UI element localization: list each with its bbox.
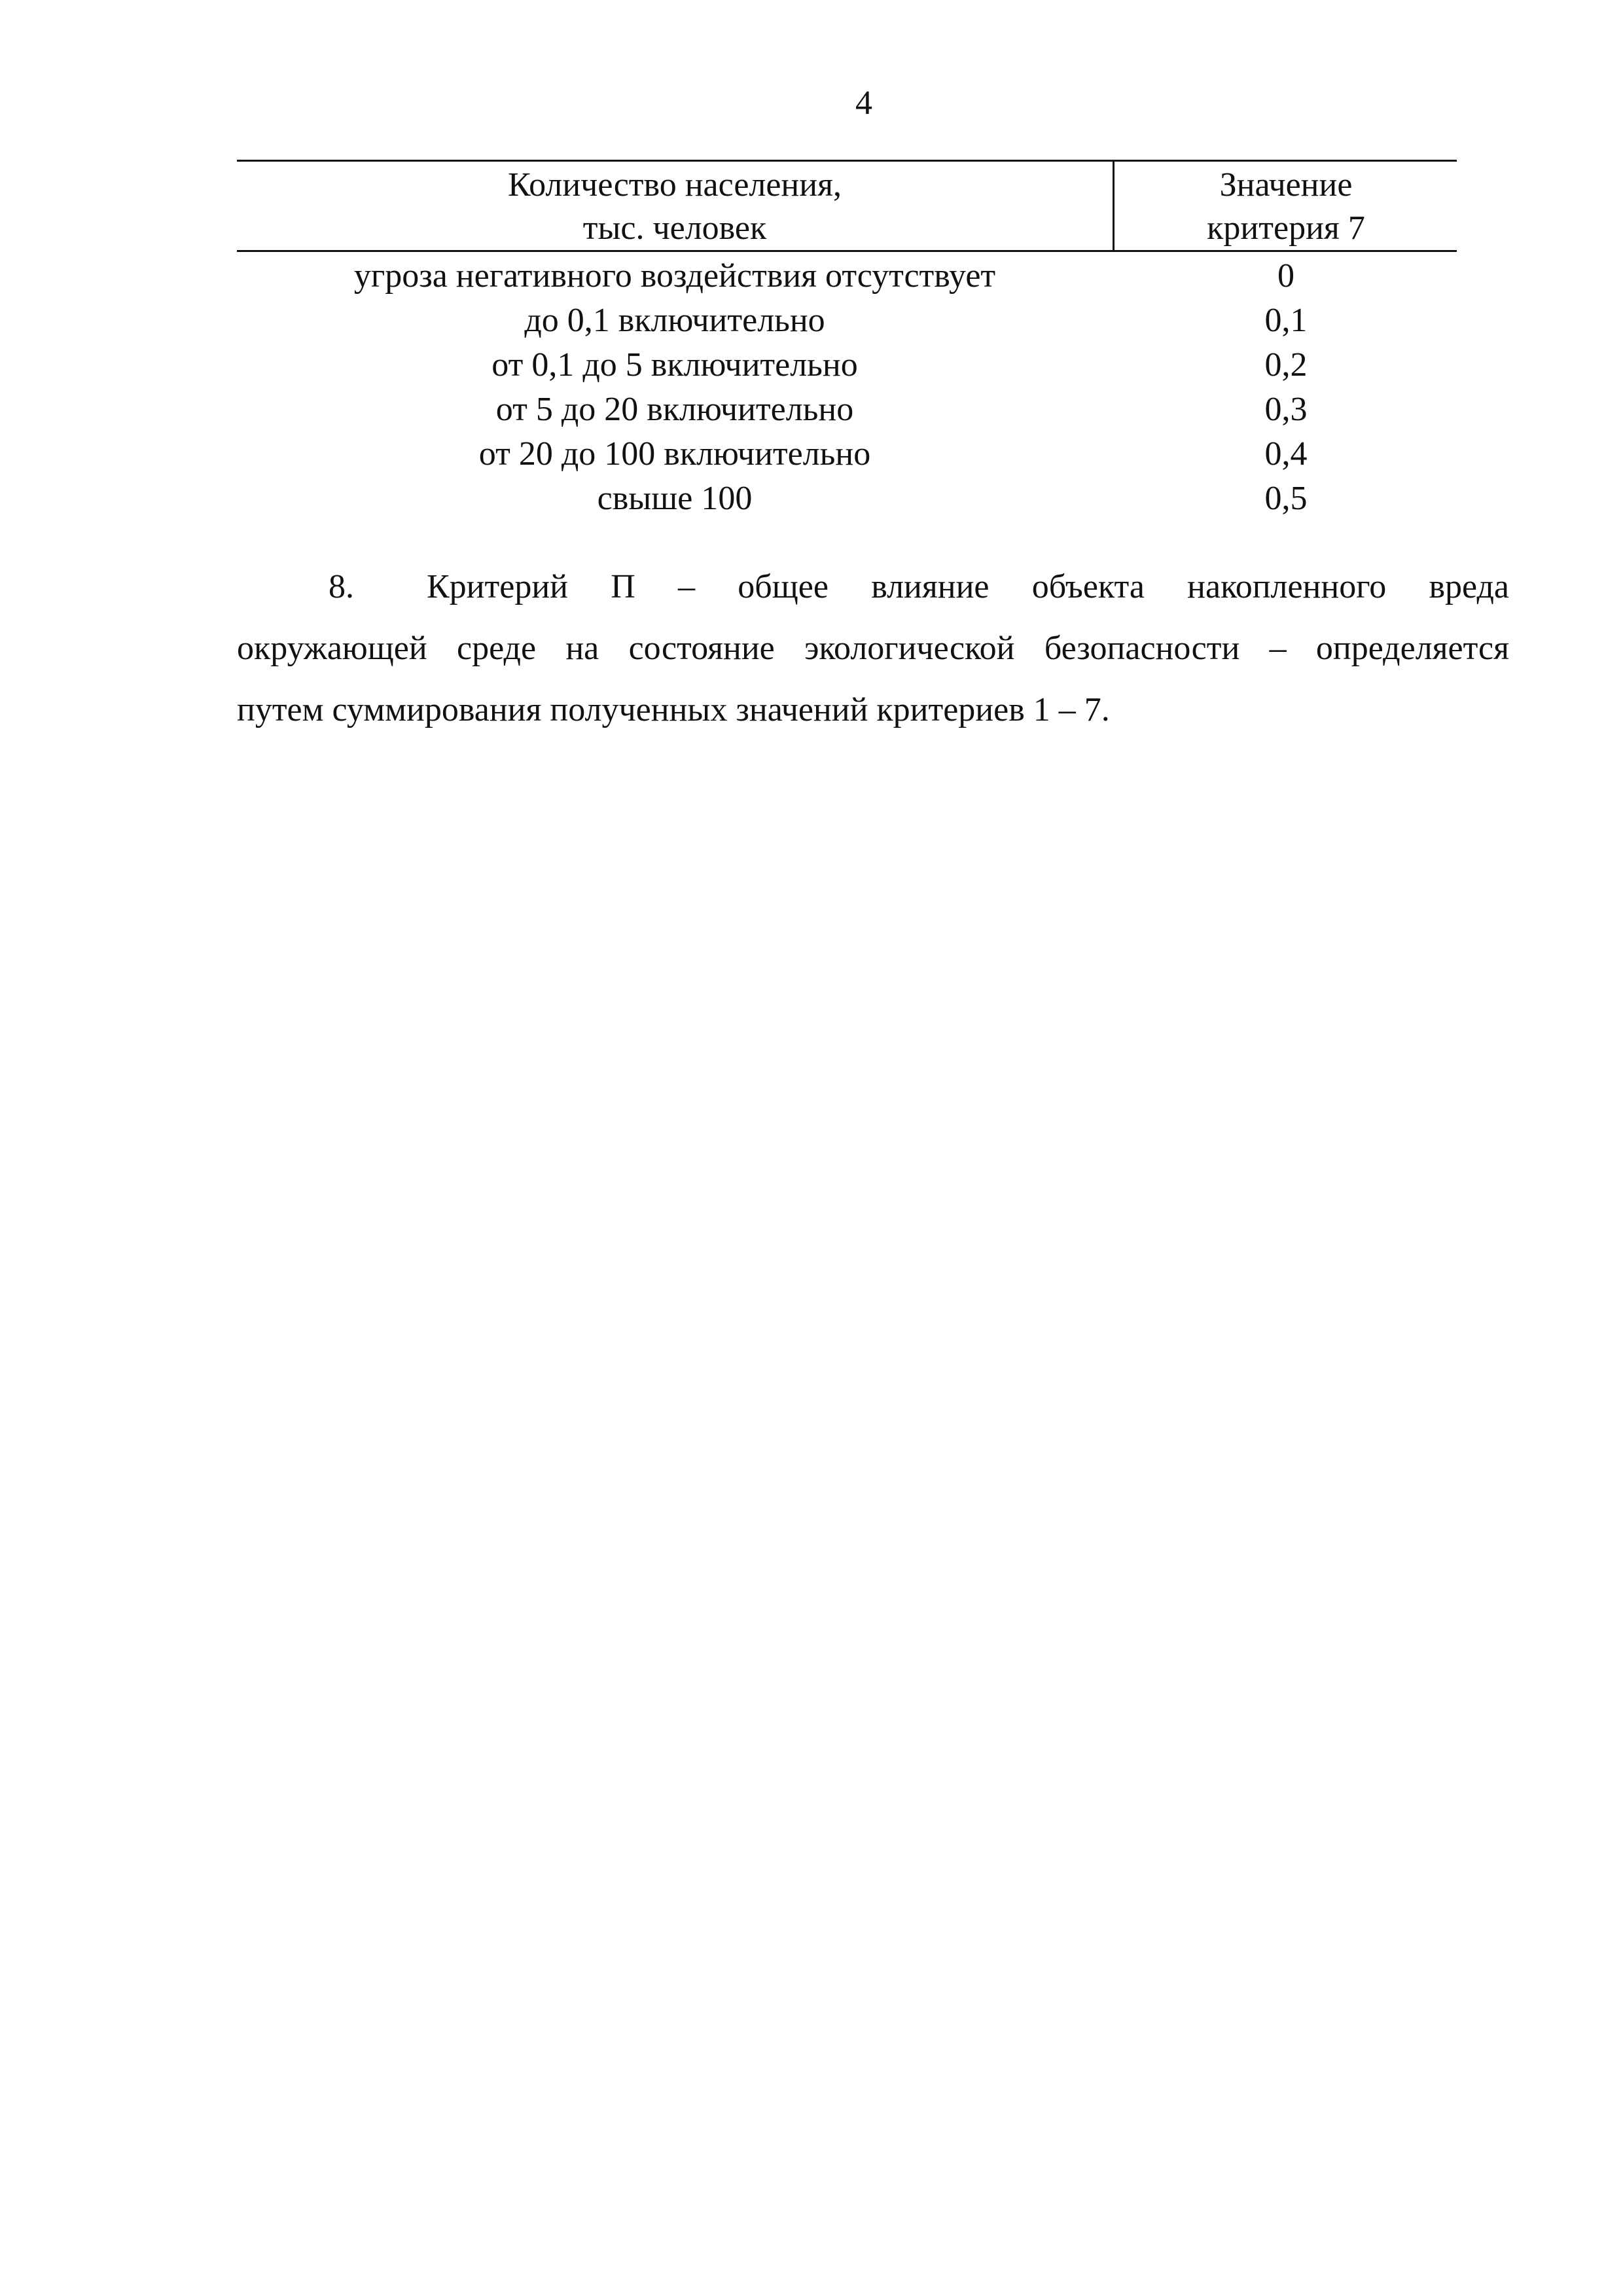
table-row: [237, 387, 1457, 432]
population-cell: свыше 100: [597, 480, 753, 517]
paragraph-line1-text: Критерий П – общее влияние объекта накопленного вреда: [427, 568, 1509, 605]
table-row: [237, 432, 1457, 476]
population-cell: от 5 до 20 включительно: [495, 391, 854, 428]
paragraph-line-3: путем суммирования полученных значений критериев 1 – 7.: [237, 691, 1110, 728]
paragraph-number: 8.: [329, 568, 354, 605]
header-value-line1: Значение: [1219, 166, 1353, 204]
population-cell: угроза негативного воздействия отсутствует: [353, 257, 996, 295]
header-population-line2: тыс. человек: [582, 209, 767, 247]
table-body: [237, 254, 1457, 521]
header-population-line1: Количество населения,: [507, 166, 842, 204]
table-top-rule: [237, 160, 1457, 162]
table-row: [237, 298, 1457, 343]
table-row: [237, 254, 1457, 298]
table-column-divider: [1113, 160, 1115, 251]
population-cell: от 0,1 до 5 включительно: [491, 346, 858, 384]
criterion-8-paragraph: [237, 556, 1509, 741]
value-cell: 0,4: [1264, 435, 1308, 473]
value-cell: 0,1: [1264, 302, 1308, 339]
table-header-rule: [237, 250, 1457, 252]
population-cell: от 20 до 100 включительно: [478, 435, 871, 473]
value-cell: 0,2: [1264, 346, 1308, 384]
value-cell: 0,3: [1264, 391, 1308, 428]
value-cell: 0: [1277, 257, 1294, 295]
header-value-line2: критерия 7: [1207, 209, 1365, 247]
population-cell: до 0,1 включительно: [524, 302, 825, 339]
paragraph-line-2: окружающей среде на состояние экологической безопасности – определяется: [237, 630, 1509, 667]
header-population: [237, 164, 1113, 250]
table-row: [237, 343, 1457, 387]
header-criterion-value: [1115, 164, 1457, 250]
table-row: [237, 476, 1457, 521]
paragraph-line-1: [237, 556, 1509, 618]
page-number: 4: [855, 84, 872, 122]
value-cell: 0,5: [1264, 480, 1308, 517]
